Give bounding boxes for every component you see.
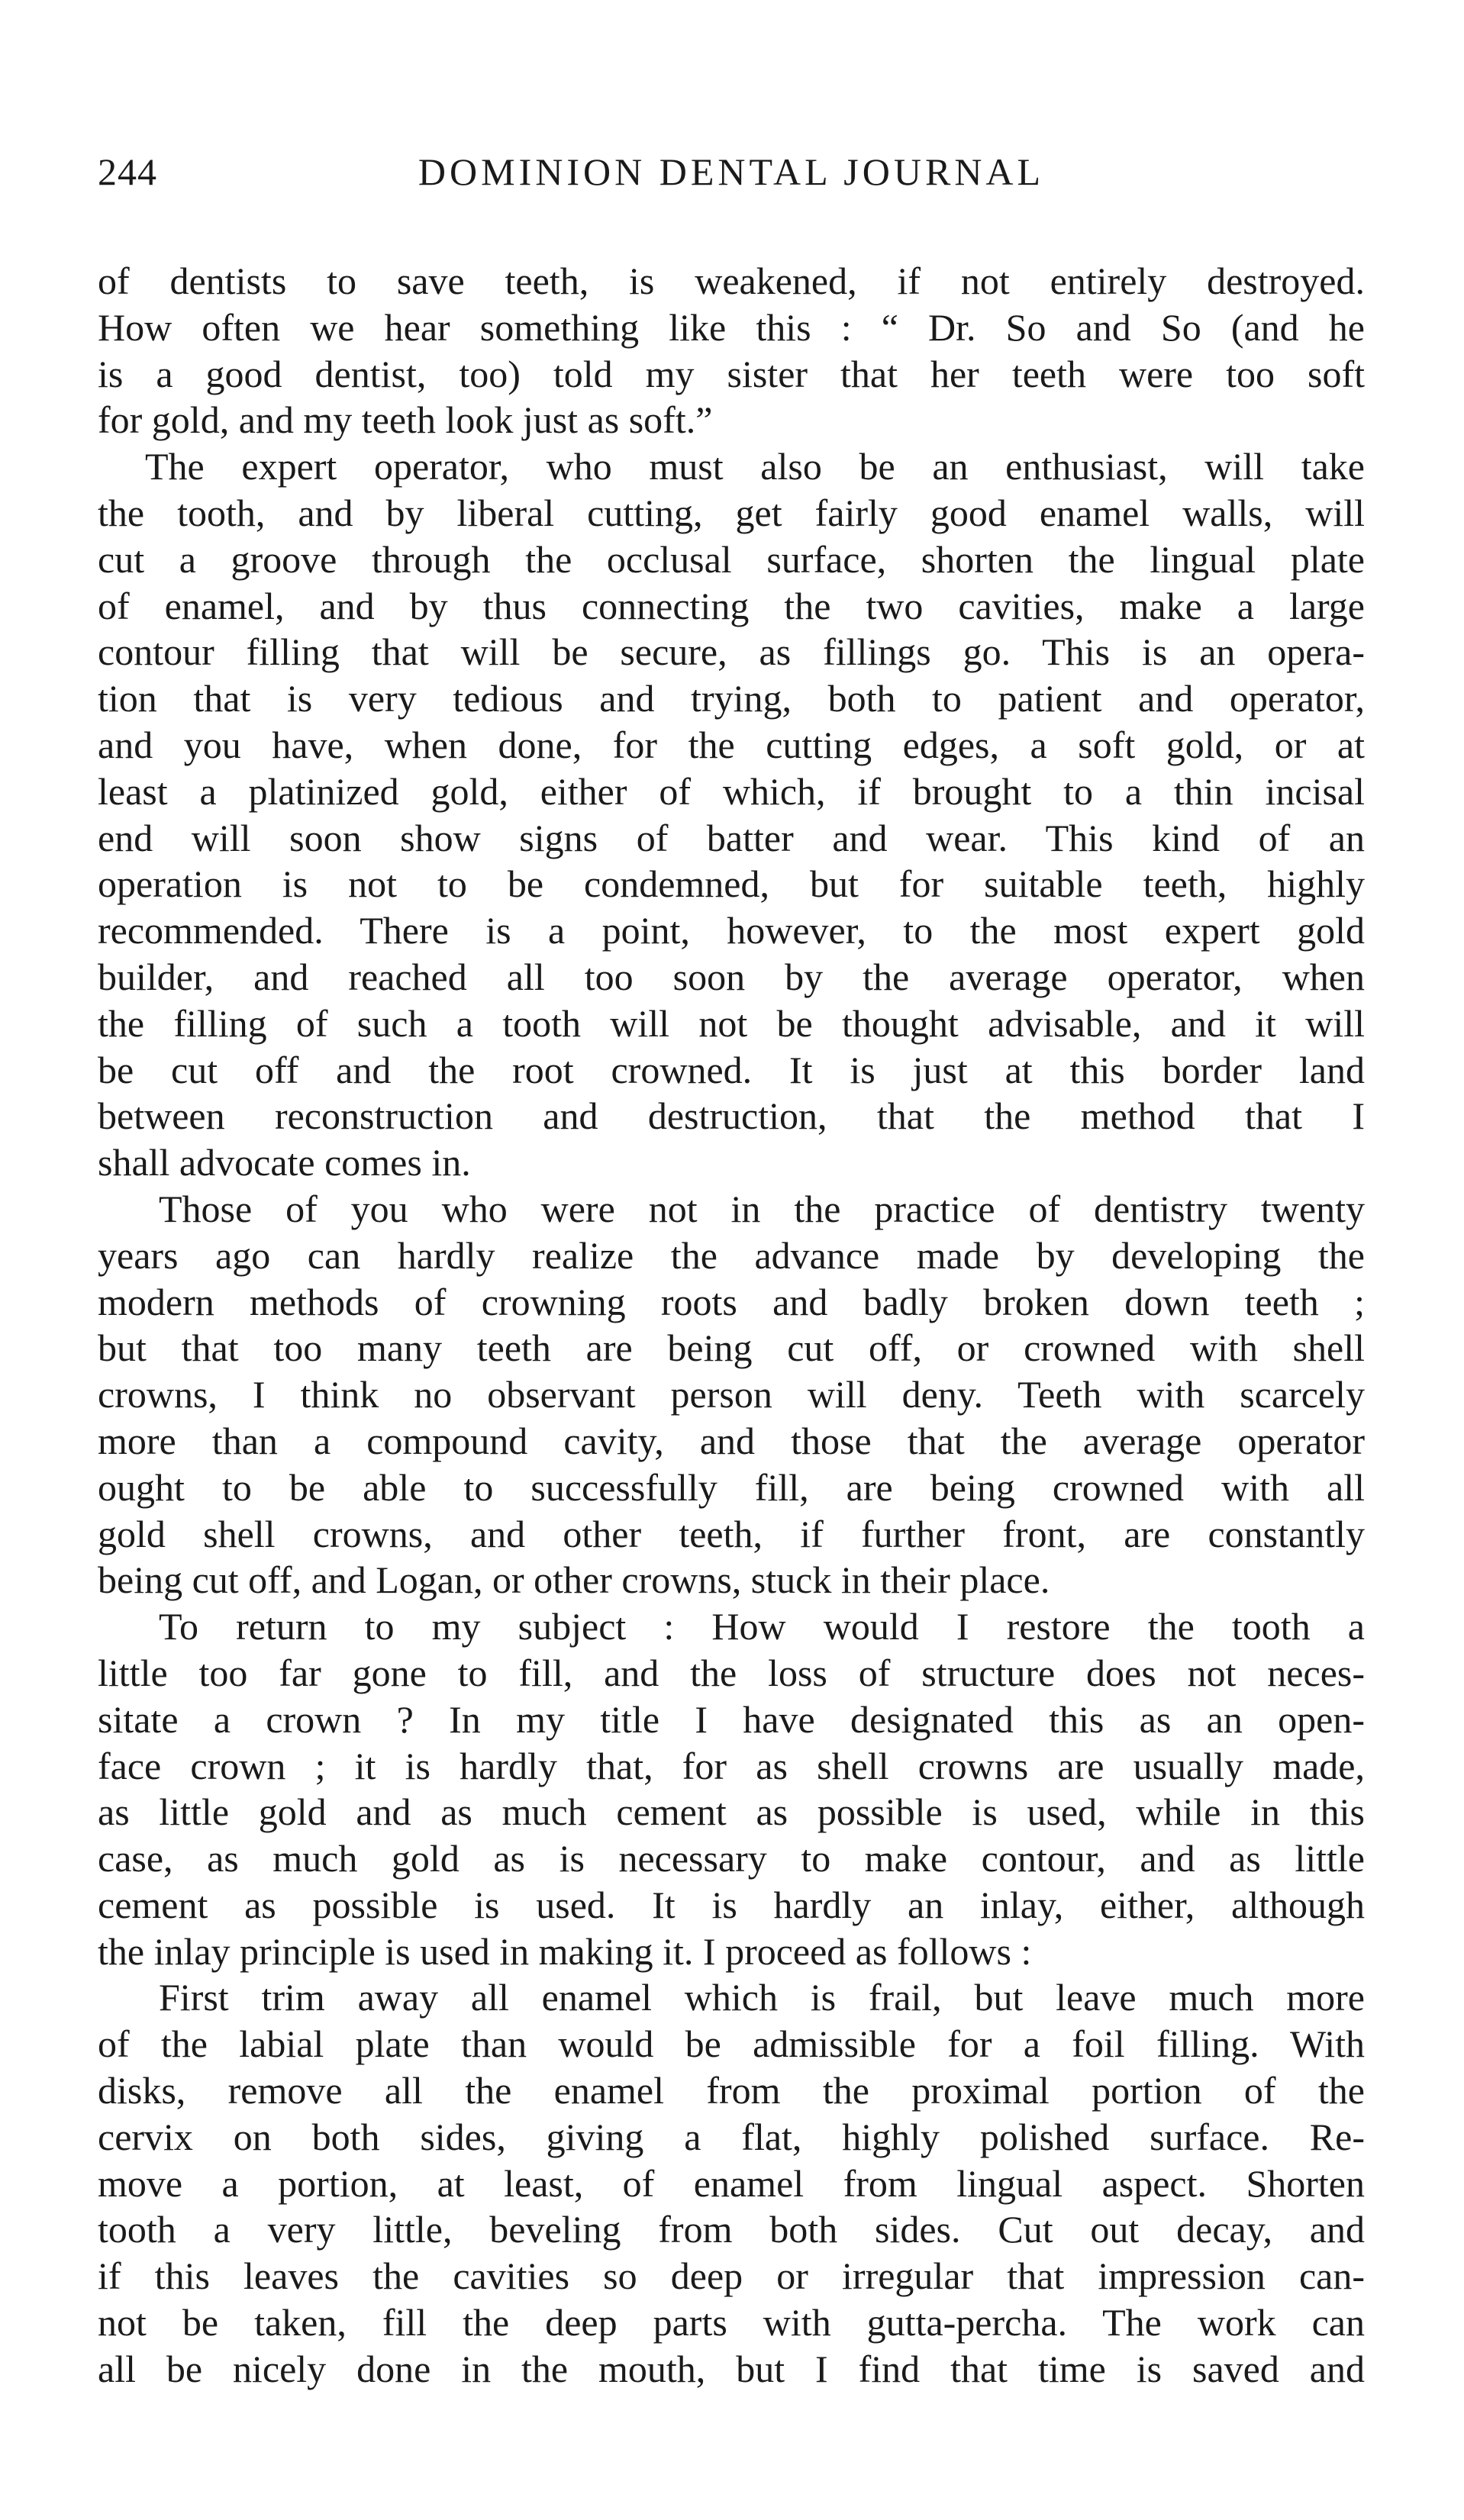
text-line: ought to be able to successfully fill, are being crowned with all <box>98 1465 1365 1509</box>
text-line: all be nicely done in the mouth, but I find that time is saved and <box>98 2347 1365 2390</box>
text-line: builder, and reached all too soon by the average operator, when <box>98 955 1365 998</box>
text-line: gold shell crowns, and other teeth, if further front, are constantly <box>98 1512 1365 1555</box>
text-line: end will soon show signs of batter and wear. This kind of an <box>98 816 1365 859</box>
text-line: be cut off and the root crowned. It is just at this border land <box>98 1048 1365 1091</box>
text-line: shall advocate comes in. <box>98 1141 471 1184</box>
page-header <box>98 150 1365 211</box>
text-line: of dentists to save teeth, is weakened, if not entirely destroyed. <box>98 259 1365 302</box>
text-line: face crown ; it is hardly that, for as shell crowns are usually made, <box>98 1744 1365 1787</box>
text-line: crowns, I think no observant person will deny. Teeth with scarcely <box>98 1373 1365 1416</box>
text-line: for gold, and my teeth look just as soft.” <box>98 398 713 442</box>
text-line: the filling of such a tooth will not be thought advisable, and it will <box>98 1001 1365 1045</box>
text-line: recommended. There is a point, however, to the most expert gold <box>98 909 1365 952</box>
text-line: but that too many teeth are being cut off, or crowned with shell <box>98 1326 1365 1370</box>
text-line: and you have, when done, for the cutting edges, a soft gold, or at <box>98 723 1365 766</box>
text-line: little too far gone to fill, and the loss of structure does not neces- <box>98 1651 1365 1694</box>
text-line: the tooth, and by liberal cutting, get fairly good enamel walls, will <box>98 491 1365 534</box>
text-line: if this leaves the cavities so deep or irregular that impression can- <box>98 2254 1365 2298</box>
text-line: is a good dentist, too) told my sister that her teeth were too soft <box>98 352 1365 395</box>
text-line: case, as much gold as is necessary to make contour, and as little <box>98 1837 1365 1880</box>
text-line: between reconstruction and destruction, that the method that I <box>98 1094 1365 1138</box>
paragraph-first-line: First trim away all enamel which is frail, but leave much more <box>159 1976 1365 2019</box>
text-line: modern methods of crowning roots and badly broken down teeth ; <box>98 1280 1365 1323</box>
running-head: DOMINION DENTAL JOURNAL <box>418 150 1045 193</box>
paragraph-first-line: Those of you who were not in the practice of dentistry twenty <box>159 1187 1365 1230</box>
text-line: of enamel, and by thus connecting the two cavities, make a large <box>98 584 1365 627</box>
paragraph-first-line: The expert operator, who must also be an enthusiast, will take <box>145 445 1365 488</box>
text-line: more than a compound cavity, and those that the average operator <box>98 1419 1365 1462</box>
text-line: tooth a very little, beveling from both sides. Cut out decay, and <box>98 2208 1365 2251</box>
paragraph-first-line: To return to my subject : How would I restore the tooth a <box>159 1605 1365 1648</box>
text-line: the inlay principle is used in making it. I proceed as follows : <box>98 1929 1032 1973</box>
text-line: operation is not to be condemned, but for suitable teeth, highly <box>98 862 1365 906</box>
page-number: 244 <box>98 150 157 193</box>
text-line: tion that is very tedious and trying, both to patient and operator, <box>98 677 1365 720</box>
text-line: disks, remove all the enamel from the proximal portion of the <box>98 2069 1365 2112</box>
text-line: being cut off, and Logan, or other crowns, stuck in their place. <box>98 1558 1050 1602</box>
text-line: cement as possible is used. It is hardly an inlay, either, although <box>98 1883 1365 1926</box>
text-line: contour filling that will be secure, as fillings go. This is an opera- <box>98 630 1365 674</box>
text-line: move a portion, at least, of enamel from lingual aspect. Shorten <box>98 2161 1365 2205</box>
text-line: How often we hear something like this : “ Dr. So and So (and he <box>98 305 1365 349</box>
text-line: cervix on both sides, giving a flat, highly polished surface. Re- <box>98 2115 1365 2158</box>
text-line: sitate a crown ? In my title I have designated this as an open- <box>98 1697 1365 1741</box>
text-line: of the labial plate than would be admissible for a foil filling. With <box>98 2022 1365 2066</box>
text-line: as little gold and as much cement as possible is used, while in this <box>98 1790 1365 1834</box>
text-line: cut a groove through the occlusal surface, shorten the lingual plate <box>98 537 1365 581</box>
text-line: least a platinized gold, either of which, if brought to a thin incisal <box>98 769 1365 813</box>
text-line: not be taken, fill the deep parts with gutta-percha. The work can <box>98 2301 1365 2344</box>
text-line: years ago can hardly realize the advance made by developing the <box>98 1233 1365 1277</box>
article-body <box>98 258 1365 2393</box>
